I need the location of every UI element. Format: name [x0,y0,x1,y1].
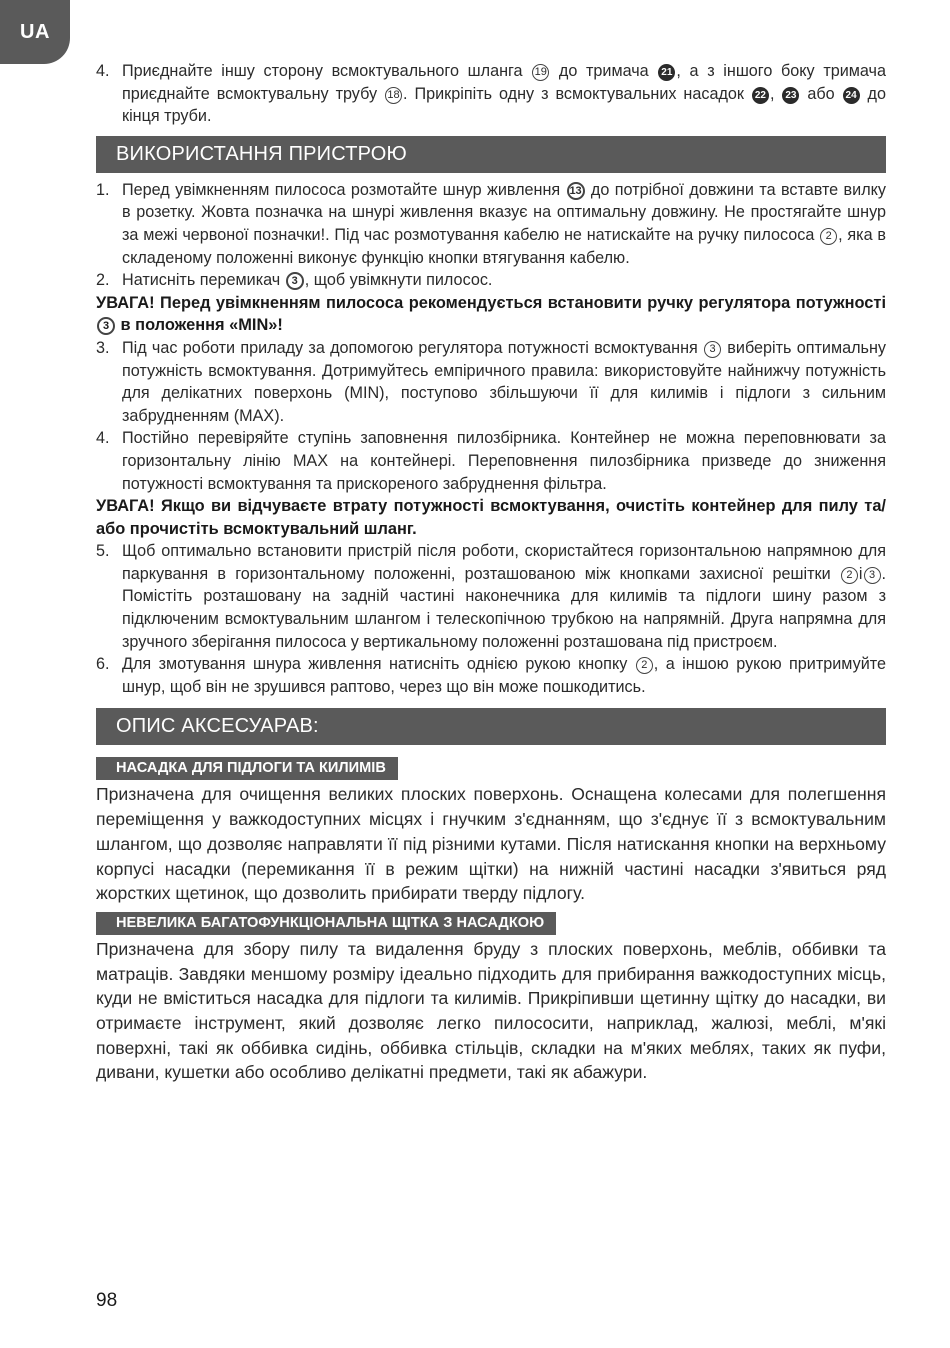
subsection-header-floor-nozzle: НАСАДКА ДЛЯ ПІДЛОГИ ТА КИЛИМІВ [96,757,398,780]
item-text: Натисніть перемикач [122,271,285,290]
usage-steps [96,179,886,292]
item-text: Постійно перевіряйте ступінь заповнення пилозбірника. Контейнер не можна переповнювати за горизонтальну лінію MAX на контейнері. Переповнення пилозбірника призведе до зниження потужності всмоктування та прискореного забруднення фільтра. [122,429,886,493]
list-item [96,269,886,292]
usage-steps-final [96,540,886,698]
part-ref-badge: 3 [704,341,721,358]
language-tab: UA [0,0,70,64]
section-header-usage: ВИКОРИСТАННЯ ПРИСТРОЮ [96,136,886,173]
item-text: виберіть оптимальну потужність всмоктування. Дотримуйтесь емпіричного правила: використовуйте найнижчу потужність для делікатних поверхонь (MIN), поступово збільшуючи її для килимів і підлоги з сильним забрудненням (MAX). [122,338,886,425]
part-ref-badge: 3 [97,317,115,335]
item-number: 5. [96,542,110,561]
item-text: і [858,564,863,583]
floor-nozzle-description: Призначена для очищення великих плоских поверхонь. Оснащена колесами для полегшення переміщення у важкодоступних місцях і гнучким з'єднанням, що з'єднує її з всмоктувальним шлангом, що дозволяє направляти її під різними кутами. Після натискання кнопки на верхньому корпусі насадки (перемикання її в режим щітки) на нижній частині насадки з'явиться ряд жорстких щетинок, що дозволить прибирати тверду підлогу. [96,784,886,904]
part-ref-badge: 2 [820,228,837,245]
part-ref-badge: 23 [782,87,799,104]
item-text: до тримача [550,62,658,80]
item-text: або [800,84,842,103]
list-item [96,60,886,128]
part-ref-badge: 18 [385,87,402,104]
item-text: , яка в складеному положенні виконує функцію кнопки втягування кабелю. [122,225,886,267]
part-ref-badge: 24 [843,87,860,104]
part-ref-badge: 3 [286,272,304,290]
item-text: Під час роботи приладу за допомогою регулятора потужності всмоктування [122,338,704,357]
item-number: 2. [96,271,110,290]
part-ref-badge: 13 [567,182,585,200]
item-number: 4. [96,62,110,80]
item-text: до кінця труби. [122,84,886,126]
item-text: Щоб оптимально встановити пристрій після роботи, скористайтеся горизонтальною напрямною для паркування в горизонтальному положенні, розташованою між кнопками захисної решітки [122,542,886,583]
item-number: 4. [96,429,110,448]
list-item [96,179,886,269]
item-number: 1. [96,180,110,199]
part-ref-badge: 21 [658,64,675,81]
part-ref-badge: 2 [841,567,858,584]
list-item [96,653,886,698]
warning-text: в положення «MIN»! [116,316,283,335]
list-item [96,337,886,427]
item-text: Для змотування шнура живлення натисніть однією рукою кнопку [122,655,635,674]
part-ref-badge: 19 [532,64,549,81]
section-header-accessories: ОПИС АКСЕСУАРАВ: [96,708,886,745]
item-text: , а іншою рукою притримуйте шнур, щоб він не зрушився раптово, через що він може пошкодитись. [122,655,886,696]
page-content [96,60,886,1091]
item-text: Перед увімкненням пилососа розмотайте шнур живлення [122,180,566,199]
item-text: , а з іншого боку тримача приєднайте всмоктувальну трубу [122,62,886,103]
warning-note [96,292,886,337]
warning-text: УВАГА! Перед увімкненням пилососа рекомендується встановити ручку регулятора потужності [96,293,886,312]
item-text: , [769,84,782,103]
item-text: , щоб увімкнути пилосос. [304,271,493,290]
item-text: . Прикріпіть одну з всмоктувальних насадок [403,84,751,103]
subsection-header-multi-brush: НЕВЕЛИКА БАГАТОФУНКЦІОНАЛЬНА ЩІТКА З НАСАДКОЮ [96,912,556,935]
item-text: Приєднайте іншу сторону всмоктувального шланга [122,62,532,80]
warning-note: УВАГА! Якщо ви відчуваєте втрату потужності всмоктування, очистіть контейнер для пилу та/або прочистіть всмоктувальний шланг. [96,497,886,538]
part-ref-badge: 2 [636,657,653,674]
page-number: 98 [96,1290,118,1311]
list-item [96,427,886,495]
assembly-steps [96,60,886,128]
item-number: 6. [96,655,110,674]
part-ref-badge: 3 [864,567,881,584]
list-item [96,540,886,653]
part-ref-badge: 22 [752,87,769,104]
item-text: до потрібної довжини та вставте вилку в розетку. Жовта позначка на шнурі живлення вказує на оптимальну довжину. Не простягайте шнур за межі червоної позначки!. Під час розмотування кабелю не натискайте на ручку пилососа [122,180,886,244]
item-number: 3. [96,338,110,357]
multi-brush-description: Призначена для збору пилу та видалення бруду з плоских поверхонь, меблів, оббивки та матраців. Завдяки меншому розміру ідеально підходить для прибирання важкодоступних місць, куди не вміститься насадка для підлоги та килимів. Прикріпивши щетинну щітку до насадки, ви отримаєте інструмент, який дозволяє легко пилососити, наприклад, жалюзі, меблі, м'які поверхні, такі як оббивка сидінь, оббивка стільців, складки на м'яких меблях, таких як пуфи, дивани, кушетки або особливо делікатні предмети, такі як абажури. [96,938,886,1083]
usage-steps-continued [96,337,886,495]
item-text: . Помістіть розташовану на задній частині наконечника для килимів та підлоги шину разом з підключеним всмоктувальним шлангом і телескопічною трубкою на напрямній. Друга напрямна для зручного зберігання пилососа у вертикальному положенні розташована під пристроєм. [122,564,886,651]
